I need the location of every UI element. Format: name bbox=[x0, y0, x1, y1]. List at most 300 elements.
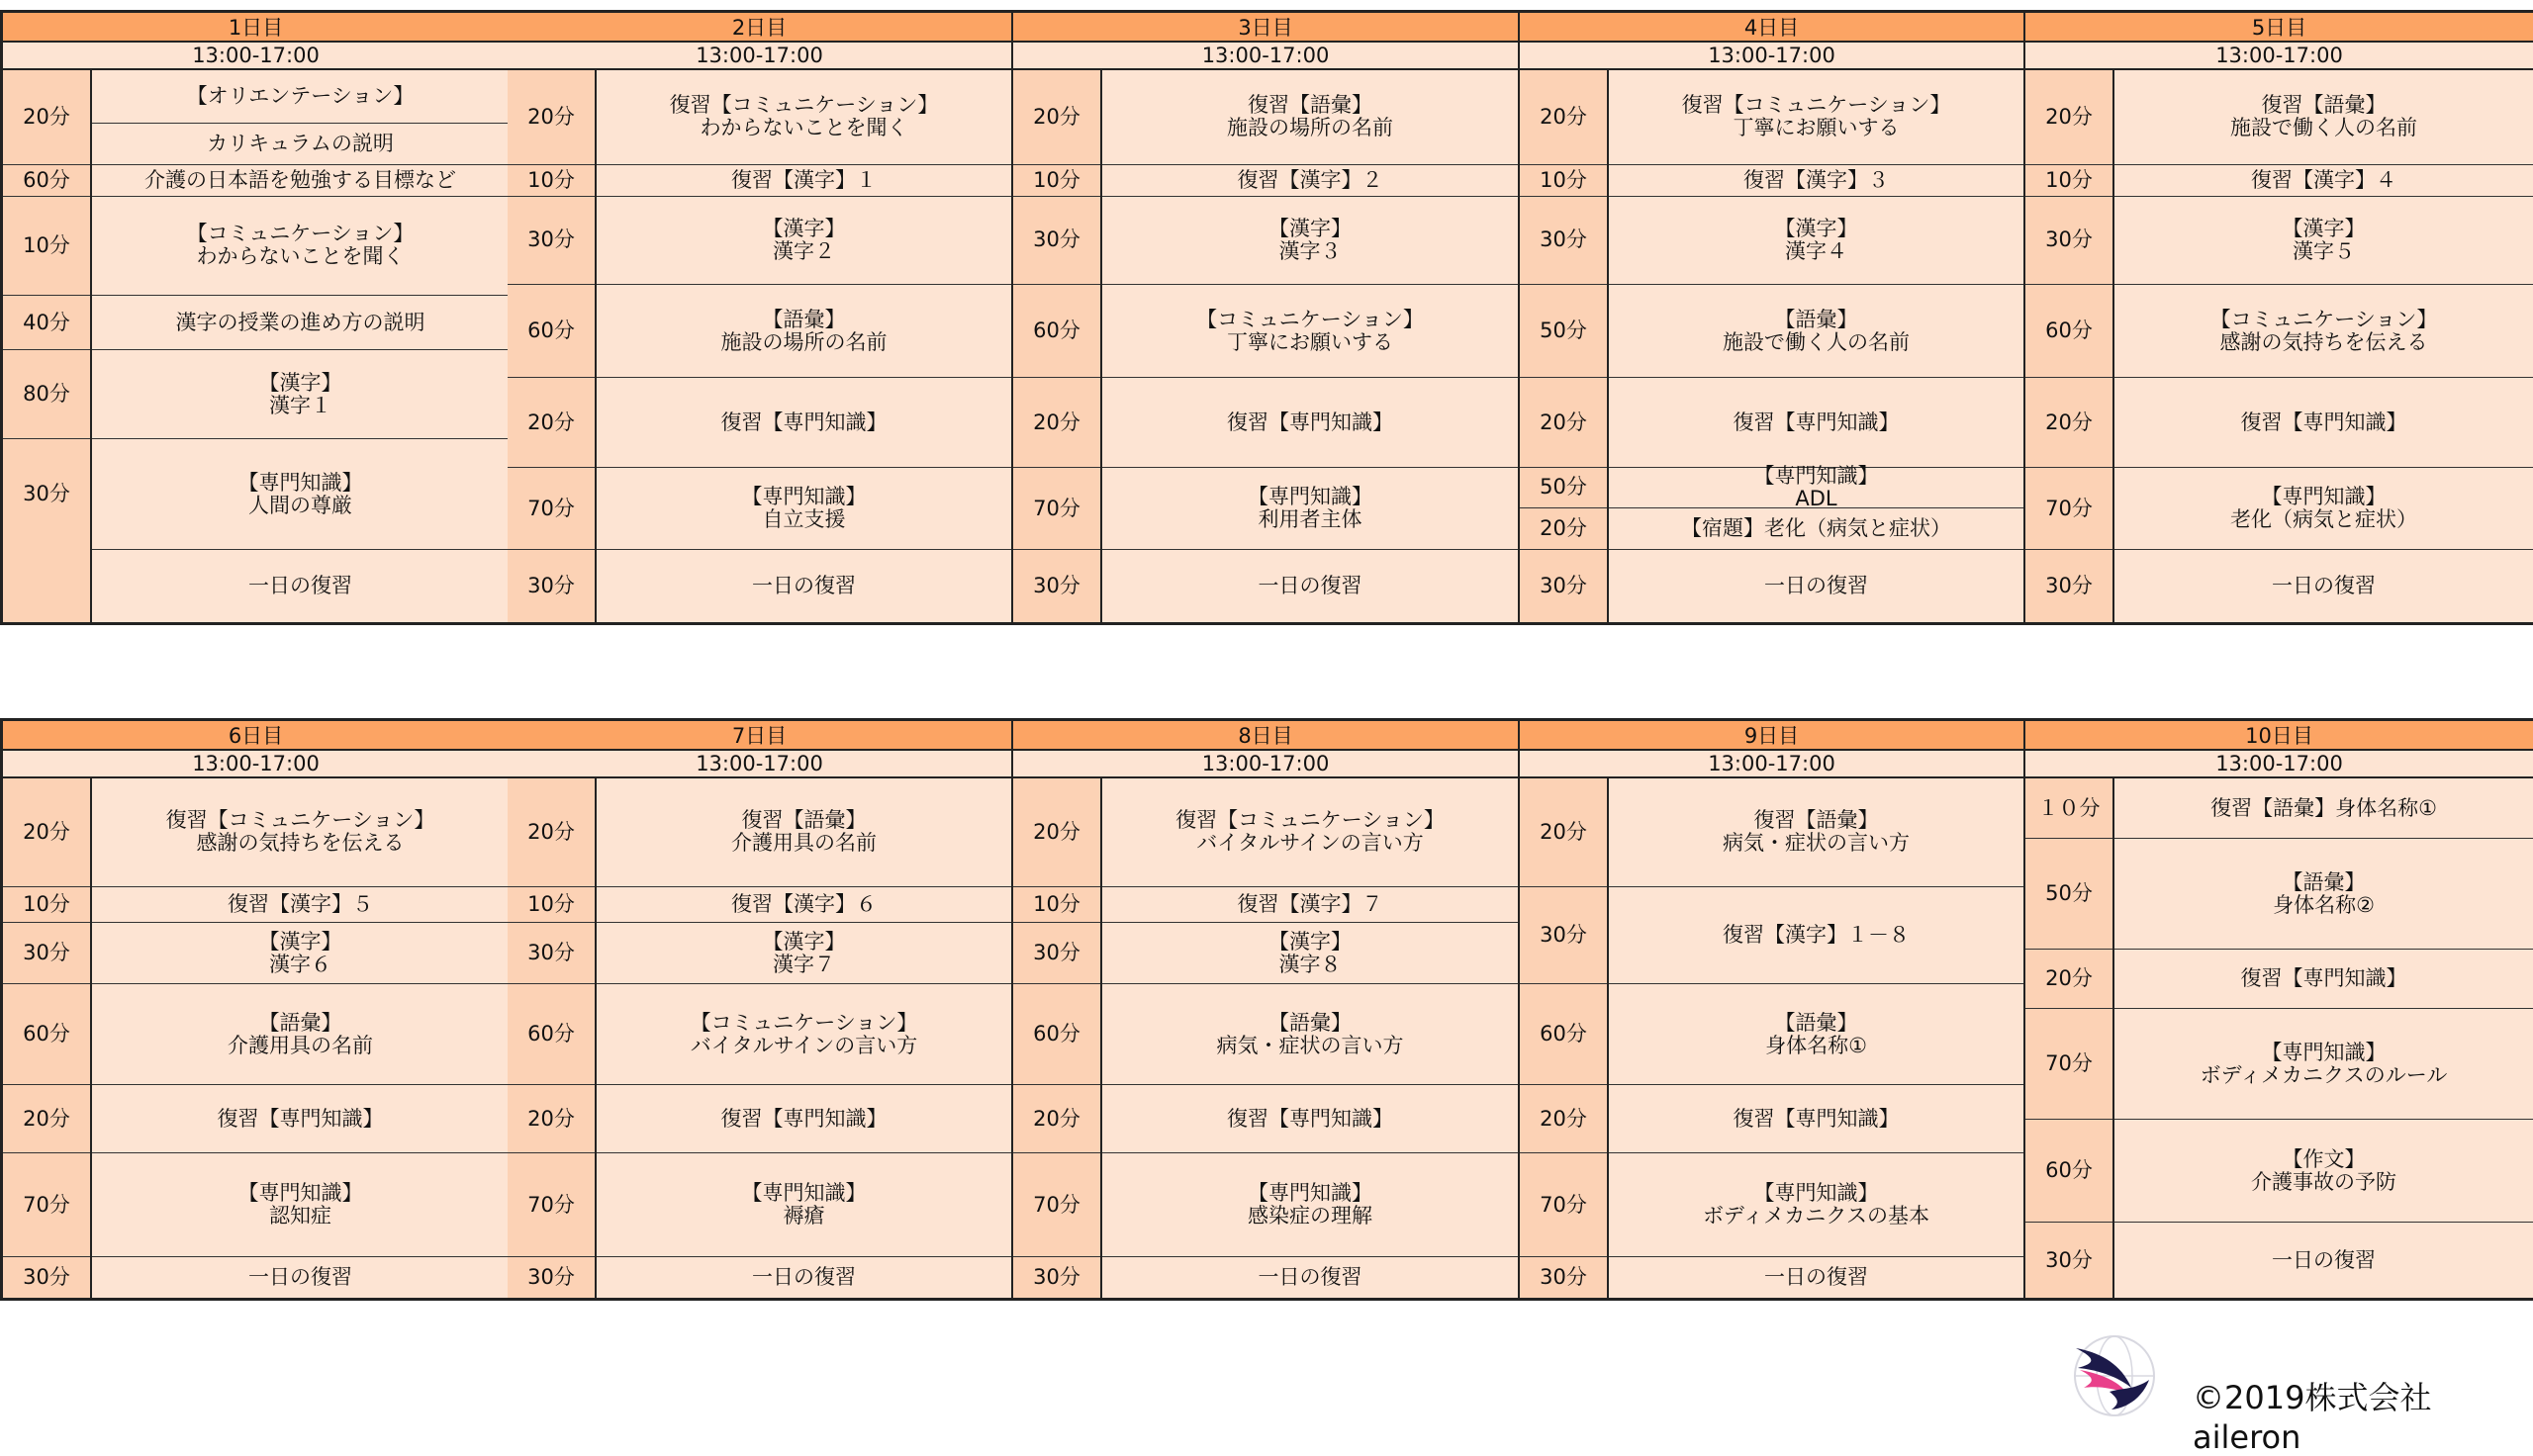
duration-cell bbox=[3, 1256, 90, 1298]
duration-cell bbox=[2025, 467, 2112, 549]
duration-cell bbox=[2025, 1119, 2112, 1222]
lesson-cell bbox=[1102, 886, 1518, 923]
duration-label: 70分 bbox=[1033, 496, 1080, 520]
duration-cell bbox=[1520, 507, 1607, 549]
day-time-range: 13:00-17:00 bbox=[3, 751, 509, 778]
lesson-cell bbox=[2114, 1222, 2533, 1298]
lesson-label: 復習【語彙】 病気・症状の言い方 bbox=[1723, 808, 1910, 856]
duration-cell bbox=[2025, 549, 2112, 622]
day-time-range: 13:00-17:00 bbox=[2025, 43, 2533, 70]
duration-cell bbox=[3, 196, 90, 295]
duration-cell bbox=[1013, 549, 1100, 622]
duration-cell bbox=[508, 922, 595, 983]
duration-column bbox=[1013, 778, 1102, 1298]
lesson-cell bbox=[92, 922, 509, 983]
lesson-label: 一日の復習 bbox=[1258, 574, 1362, 598]
day-time-range: 13:00-17:00 bbox=[2025, 751, 2533, 778]
duration-label: 20分 bbox=[23, 104, 70, 129]
lesson-label: 復習【専門知識】 bbox=[2240, 966, 2407, 991]
lesson-label: 【オリエンテーション】 bbox=[186, 83, 415, 108]
lesson-label: 【コミュニケーション】 わからないことを聞く bbox=[186, 222, 415, 269]
lesson-label: 【専門知識】 利用者主体 bbox=[1248, 485, 1372, 532]
day-header: 10日目 bbox=[2025, 721, 2533, 751]
content-column bbox=[597, 778, 1011, 1298]
duration-label: 80分 bbox=[23, 382, 70, 407]
duration-cell bbox=[1520, 886, 1607, 984]
content-column bbox=[1102, 778, 1518, 1298]
lesson-cell bbox=[92, 983, 509, 1084]
duration-cell bbox=[3, 983, 90, 1084]
lesson-cell bbox=[92, 349, 509, 438]
aileron-logo-icon bbox=[2070, 1330, 2159, 1421]
lesson-label: 【語彙】 身体名称① bbox=[1765, 1010, 1867, 1057]
duration-cell bbox=[1013, 886, 1100, 923]
lesson-cell bbox=[1102, 164, 1518, 196]
content-column bbox=[2114, 70, 2533, 622]
day-header: 8日目 bbox=[1013, 721, 1518, 751]
lesson-label: 復習【語彙】身体名称① bbox=[2210, 795, 2437, 820]
duration-cell bbox=[508, 377, 595, 467]
lesson-label: 【漢字】 漢字３ bbox=[1268, 216, 1352, 263]
lesson-cell bbox=[92, 123, 509, 164]
lesson-label: 【漢字】 漢字４ bbox=[1774, 216, 1858, 263]
lesson-label: 【語彙】 介護用具の名前 bbox=[228, 1010, 373, 1057]
duration-label: 30分 bbox=[1033, 574, 1080, 598]
duration-label: 20分 bbox=[1540, 516, 1587, 540]
lesson-cell bbox=[92, 1084, 509, 1152]
lesson-cell bbox=[1609, 507, 2023, 549]
duration-cell bbox=[1013, 70, 1100, 164]
duration-label: 70分 bbox=[2045, 496, 2093, 520]
duration-label: 20分 bbox=[1540, 1106, 1587, 1131]
duration-label: 20分 bbox=[1033, 410, 1080, 434]
lesson-label: 復習【漢字】６ bbox=[731, 892, 877, 917]
lesson-cell bbox=[597, 1152, 1011, 1256]
duration-cell bbox=[1520, 284, 1607, 377]
lesson-cell bbox=[2114, 164, 2533, 196]
duration-cell bbox=[1013, 983, 1100, 1084]
duration-label: 30分 bbox=[1033, 228, 1080, 252]
day-column bbox=[3, 13, 511, 622]
content-column bbox=[1102, 70, 1518, 622]
duration-cell bbox=[2025, 284, 2112, 377]
day-time-range: 13:00-17:00 bbox=[1013, 43, 1518, 70]
duration-cell bbox=[2025, 838, 2112, 949]
duration-cell bbox=[1520, 1256, 1607, 1298]
duration-cell bbox=[1520, 778, 1607, 886]
lesson-cell bbox=[1609, 70, 2023, 164]
lesson-label: 【専門知識】 ADL bbox=[1753, 463, 1879, 510]
lesson-label: 復習【語彙】 施設で働く人の名前 bbox=[2230, 93, 2417, 140]
lesson-cell bbox=[1102, 70, 1518, 164]
duration-label: 30分 bbox=[1540, 1265, 1587, 1290]
duration-cell bbox=[1013, 377, 1100, 467]
duration-label: 20分 bbox=[1033, 104, 1080, 129]
duration-cell bbox=[508, 467, 595, 549]
lesson-cell bbox=[597, 1256, 1011, 1298]
lesson-label: 【専門知識】 ボディメカニクスのルール bbox=[2200, 1040, 2448, 1087]
lesson-cell bbox=[1102, 284, 1518, 377]
lesson-cell bbox=[597, 467, 1011, 549]
duration-cell bbox=[3, 438, 90, 549]
day-time-range: 13:00-17:00 bbox=[508, 43, 1011, 70]
lesson-cell bbox=[1609, 983, 2023, 1084]
duration-column bbox=[3, 70, 92, 622]
duration-cell bbox=[3, 1152, 90, 1256]
lesson-label: 【コミュニケーション】 丁寧にお願いする bbox=[1196, 307, 1424, 354]
lesson-cell bbox=[597, 886, 1011, 923]
duration-cell bbox=[1013, 1256, 1100, 1298]
lesson-cell bbox=[597, 1084, 1011, 1152]
duration-cell bbox=[3, 164, 90, 196]
lesson-cell bbox=[597, 196, 1011, 285]
day-column bbox=[3, 721, 511, 1298]
lesson-label: 復習【専門知識】 bbox=[217, 1106, 384, 1131]
duration-cell bbox=[1013, 1084, 1100, 1152]
lesson-label: 【専門知識】 感染症の理解 bbox=[1248, 1181, 1372, 1228]
duration-column bbox=[1013, 70, 1102, 622]
lesson-label: 【コミュニケーション】 バイタルサインの言い方 bbox=[690, 1010, 918, 1057]
duration-label: 60分 bbox=[527, 318, 575, 343]
duration-cell bbox=[508, 196, 595, 285]
lesson-label: 復習【コミュニケーション】 丁寧にお願いする bbox=[1681, 93, 1951, 140]
lesson-cell bbox=[1609, 196, 2023, 285]
lesson-label: 復習【漢字】１ bbox=[731, 167, 877, 192]
lesson-label: 【語彙】 身体名称② bbox=[2273, 869, 2375, 917]
duration-label: 30分 bbox=[23, 941, 70, 965]
lesson-cell bbox=[2114, 778, 2533, 838]
lesson-cell bbox=[1102, 1152, 1518, 1256]
duration-label: 10分 bbox=[1540, 167, 1587, 192]
duration-cell bbox=[3, 295, 90, 349]
lesson-cell bbox=[92, 164, 509, 196]
duration-cell bbox=[508, 549, 595, 622]
day-column bbox=[508, 721, 1013, 1298]
duration-label: 10分 bbox=[527, 892, 575, 917]
lesson-label: 復習【コミュニケーション】 感謝の気持ちを伝える bbox=[165, 808, 435, 856]
day-header: 7日目 bbox=[508, 721, 1011, 751]
duration-cell bbox=[3, 1084, 90, 1152]
content-column bbox=[597, 70, 1011, 622]
lesson-label: 【専門知識】 老化（病気と症状） bbox=[2230, 485, 2417, 532]
lesson-label: 復習【語彙】 施設の場所の名前 bbox=[1227, 93, 1393, 140]
lesson-cell bbox=[597, 164, 1011, 196]
duration-cell bbox=[2025, 778, 2112, 838]
lesson-cell bbox=[597, 778, 1011, 886]
lesson-cell bbox=[1609, 164, 2023, 196]
lesson-cell bbox=[2114, 549, 2533, 622]
lesson-label: 復習【専門知識】 bbox=[2240, 410, 2407, 434]
lesson-cell bbox=[1102, 549, 1518, 622]
duration-label: 20分 bbox=[527, 410, 575, 434]
duration-cell bbox=[508, 1152, 595, 1256]
duration-label: 70分 bbox=[1540, 1192, 1587, 1217]
lesson-label: 復習【漢字】７ bbox=[1237, 892, 1383, 917]
lesson-cell bbox=[1102, 983, 1518, 1084]
duration-column bbox=[1520, 70, 1609, 622]
day-header: 1日目 bbox=[3, 13, 509, 43]
duration-cell bbox=[1013, 467, 1100, 549]
week-2-table bbox=[0, 718, 2533, 1301]
day-time-range: 13:00-17:00 bbox=[508, 751, 1011, 778]
duration-label: 30分 bbox=[527, 574, 575, 598]
day-header: 2日目 bbox=[508, 13, 1011, 43]
lesson-label: 復習【コミュニケーション】 バイタルサインの言い方 bbox=[1175, 808, 1445, 856]
duration-label: 30分 bbox=[527, 1265, 575, 1290]
lesson-cell bbox=[1609, 377, 2023, 467]
duration-cell bbox=[1520, 1152, 1607, 1256]
duration-label: 60分 bbox=[2045, 1158, 2093, 1183]
lesson-label: 一日の復習 bbox=[248, 1265, 352, 1290]
duration-label: 60分 bbox=[527, 1022, 575, 1046]
duration-label: 10分 bbox=[527, 167, 575, 192]
lesson-label: 一日の復習 bbox=[248, 574, 352, 598]
lesson-label: 【漢字】 漢字７ bbox=[762, 929, 846, 976]
lesson-cell bbox=[1609, 1152, 2023, 1256]
duration-label: 70分 bbox=[2045, 1051, 2093, 1076]
day-column bbox=[2025, 13, 2533, 622]
lesson-cell bbox=[92, 549, 509, 622]
lesson-cell bbox=[597, 284, 1011, 377]
content-column bbox=[1609, 70, 2023, 622]
lesson-cell bbox=[597, 983, 1011, 1084]
duration-cell bbox=[508, 778, 595, 886]
lesson-cell bbox=[1609, 778, 2023, 886]
lesson-label: 復習【専門知識】 bbox=[1733, 1106, 1900, 1131]
duration-column bbox=[508, 70, 597, 622]
lesson-cell bbox=[1609, 549, 2023, 622]
lesson-label: 復習【専門知識】 bbox=[720, 410, 888, 434]
lesson-cell bbox=[2114, 284, 2533, 377]
lesson-label: 一日の復習 bbox=[2272, 574, 2376, 598]
duration-label: 70分 bbox=[527, 1192, 575, 1217]
lesson-cell bbox=[92, 778, 509, 886]
duration-cell bbox=[3, 886, 90, 923]
duration-cell bbox=[3, 70, 90, 164]
duration-label: 60分 bbox=[2045, 318, 2093, 343]
duration-label: 20分 bbox=[1033, 819, 1080, 844]
duration-cell bbox=[1013, 1152, 1100, 1256]
lesson-label: 【専門知識】 褥瘡 bbox=[741, 1181, 867, 1228]
duration-label: 10分 bbox=[23, 232, 70, 257]
duration-label: 30分 bbox=[2045, 1247, 2093, 1272]
lesson-label: 【漢字】 漢字８ bbox=[1268, 929, 1352, 976]
day-column bbox=[1520, 13, 2025, 622]
duration-label: 60分 bbox=[1033, 1022, 1080, 1046]
lesson-cell bbox=[597, 922, 1011, 983]
duration-label: 20分 bbox=[527, 1106, 575, 1131]
duration-label: 20分 bbox=[23, 1106, 70, 1131]
duration-label: 60分 bbox=[1540, 1022, 1587, 1046]
lesson-cell bbox=[1102, 467, 1518, 549]
duration-label: 10分 bbox=[2045, 167, 2093, 192]
duration-label: 30分 bbox=[23, 1265, 70, 1290]
lesson-label: 【宿題】老化（病気と症状） bbox=[1681, 516, 1951, 540]
lesson-label: 【専門知識】 認知症 bbox=[237, 1181, 363, 1228]
duration-label: 60分 bbox=[1033, 318, 1080, 343]
lesson-cell bbox=[597, 549, 1011, 622]
lesson-cell bbox=[597, 70, 1011, 164]
copyright-text: ©2019株式会社aileron bbox=[2193, 1379, 2432, 1456]
duration-cell bbox=[2025, 1222, 2112, 1298]
lesson-cell bbox=[1102, 778, 1518, 886]
lesson-cell bbox=[1609, 1084, 2023, 1152]
day-column bbox=[1013, 13, 1520, 622]
day-header: 5日目 bbox=[2025, 13, 2533, 43]
duration-label: 30分 bbox=[2045, 228, 2093, 252]
duration-label: 50分 bbox=[1540, 475, 1587, 500]
lesson-label: 復習【専門知識】 bbox=[720, 1106, 888, 1131]
lesson-cell bbox=[2114, 838, 2533, 949]
duration-label: 60分 bbox=[23, 167, 70, 192]
duration-label: １０分 bbox=[2037, 795, 2101, 820]
duration-column bbox=[2025, 778, 2114, 1298]
duration-cell bbox=[508, 886, 595, 923]
lesson-cell bbox=[92, 1152, 509, 1256]
lesson-cell bbox=[2114, 1119, 2533, 1222]
duration-cell bbox=[1520, 549, 1607, 622]
lesson-label: 【漢字】 漢字６ bbox=[258, 929, 342, 976]
duration-column bbox=[3, 778, 92, 1298]
day-time-range: 13:00-17:00 bbox=[1520, 751, 2023, 778]
day-time-range: 13:00-17:00 bbox=[1013, 751, 1518, 778]
duration-cell bbox=[508, 70, 595, 164]
duration-label: 20分 bbox=[1540, 410, 1587, 434]
content-column bbox=[2114, 778, 2533, 1298]
duration-cell bbox=[1520, 164, 1607, 196]
day-header: 9日目 bbox=[1520, 721, 2023, 751]
duration-cell bbox=[1520, 196, 1607, 285]
duration-label: 70分 bbox=[527, 496, 575, 520]
day-time-range: 13:00-17:00 bbox=[3, 43, 509, 70]
lesson-cell bbox=[92, 886, 509, 923]
duration-cell bbox=[3, 778, 90, 886]
lesson-label: 一日の復習 bbox=[1764, 574, 1868, 598]
duration-label: 20分 bbox=[527, 819, 575, 844]
day-column bbox=[1520, 721, 2025, 1298]
lesson-cell bbox=[1609, 886, 2023, 984]
duration-label: 30分 bbox=[527, 228, 575, 252]
lesson-cell bbox=[2114, 377, 2533, 467]
lesson-cell bbox=[92, 1256, 509, 1298]
lesson-cell bbox=[2114, 467, 2533, 549]
lesson-label: 復習【漢字】２ bbox=[1237, 167, 1383, 192]
lesson-cell bbox=[1102, 196, 1518, 285]
lesson-cell bbox=[597, 377, 1011, 467]
content-column bbox=[1609, 778, 2023, 1298]
duration-cell bbox=[1520, 377, 1607, 467]
duration-cell bbox=[1013, 284, 1100, 377]
day-column bbox=[508, 13, 1013, 622]
duration-label: 20分 bbox=[527, 104, 575, 129]
duration-cell bbox=[2025, 164, 2112, 196]
lesson-label: 一日の復習 bbox=[1258, 1265, 1362, 1290]
duration-column bbox=[2025, 70, 2114, 622]
lesson-label: 一日の復習 bbox=[1764, 1265, 1868, 1290]
duration-label: 50分 bbox=[1540, 318, 1587, 343]
duration-label: 30分 bbox=[1033, 941, 1080, 965]
lesson-label: 復習【専門知識】 bbox=[1227, 410, 1393, 434]
duration-label: 30分 bbox=[1033, 1265, 1080, 1290]
duration-cell bbox=[508, 284, 595, 377]
duration-label: 20分 bbox=[1540, 819, 1587, 844]
lesson-label: 復習【語彙】 介護用具の名前 bbox=[731, 808, 877, 856]
lesson-cell bbox=[1609, 463, 2023, 510]
duration-cell bbox=[2025, 949, 2112, 1008]
duration-label: 20分 bbox=[2045, 104, 2093, 129]
lesson-label: 【専門知識】 自立支援 bbox=[741, 485, 867, 532]
duration-label: 30分 bbox=[1540, 228, 1587, 252]
duration-cell bbox=[508, 1256, 595, 1298]
lesson-label: カリキュラムの説明 bbox=[207, 131, 394, 155]
day-column bbox=[1013, 721, 1520, 1298]
lesson-label: 一日の復習 bbox=[2272, 1247, 2376, 1272]
day-header: 3日目 bbox=[1013, 13, 1518, 43]
lesson-cell bbox=[2114, 70, 2533, 164]
duration-cell bbox=[1520, 1084, 1607, 1152]
lesson-label: 【専門知識】 人間の尊厳 bbox=[237, 470, 363, 517]
lesson-label: 復習【漢字】３ bbox=[1743, 167, 1889, 192]
lesson-label: 介護の日本語を勉強する目標など bbox=[144, 167, 456, 192]
lesson-label: 【漢字】 漢字２ bbox=[762, 216, 846, 263]
lesson-cell bbox=[1609, 284, 2023, 377]
lesson-label: 【漢字】 漢字５ bbox=[2282, 216, 2366, 263]
lesson-cell bbox=[1102, 1084, 1518, 1152]
duration-cell bbox=[508, 164, 595, 196]
lesson-cell bbox=[2114, 196, 2533, 285]
lesson-cell bbox=[1102, 1256, 1518, 1298]
duration-cell bbox=[2025, 1008, 2112, 1119]
duration-label: 30分 bbox=[2045, 574, 2093, 598]
lesson-cell bbox=[1102, 377, 1518, 467]
lesson-cell bbox=[1102, 922, 1518, 983]
duration-label: 70分 bbox=[1033, 1192, 1080, 1217]
duration-cell bbox=[1520, 467, 1607, 507]
lesson-label: 【語彙】 病気・症状の言い方 bbox=[1216, 1010, 1404, 1057]
lesson-cell bbox=[1609, 1256, 2023, 1298]
duration-cell bbox=[1013, 778, 1100, 886]
duration-label: 20分 bbox=[2045, 966, 2093, 991]
duration-label: 20分 bbox=[1033, 1106, 1080, 1131]
duration-cell bbox=[1013, 196, 1100, 285]
day-column bbox=[2025, 721, 2533, 1298]
content-column bbox=[92, 778, 509, 1298]
week-1-table bbox=[0, 10, 2533, 625]
content-column bbox=[92, 70, 509, 622]
duration-cell bbox=[3, 922, 90, 983]
duration-label: 60分 bbox=[23, 1022, 70, 1046]
duration-cell bbox=[1520, 983, 1607, 1084]
lesson-label: 【コミュニケーション】 感謝の気持ちを伝える bbox=[2209, 307, 2438, 354]
lesson-label: 漢字の授業の進め方の説明 bbox=[175, 310, 425, 334]
duration-label: 50分 bbox=[2045, 881, 2093, 906]
lesson-label: 一日の復習 bbox=[752, 574, 856, 598]
duration-cell bbox=[508, 983, 595, 1084]
lesson-cell bbox=[2114, 949, 2533, 1008]
duration-label: 10分 bbox=[1033, 167, 1080, 192]
lesson-cell bbox=[92, 70, 509, 123]
duration-label: 30分 bbox=[1540, 574, 1587, 598]
duration-cell bbox=[2025, 377, 2112, 467]
duration-cell bbox=[2025, 196, 2112, 285]
duration-label: 30分 bbox=[527, 941, 575, 965]
lesson-label: 復習【専門知識】 bbox=[1227, 1106, 1393, 1131]
duration-cell bbox=[1013, 164, 1100, 196]
lesson-label: 一日の復習 bbox=[752, 1265, 856, 1290]
duration-label: 10分 bbox=[1033, 892, 1080, 917]
duration-label: 10分 bbox=[23, 892, 70, 917]
lesson-label: 復習【専門知識】 bbox=[1733, 410, 1900, 434]
